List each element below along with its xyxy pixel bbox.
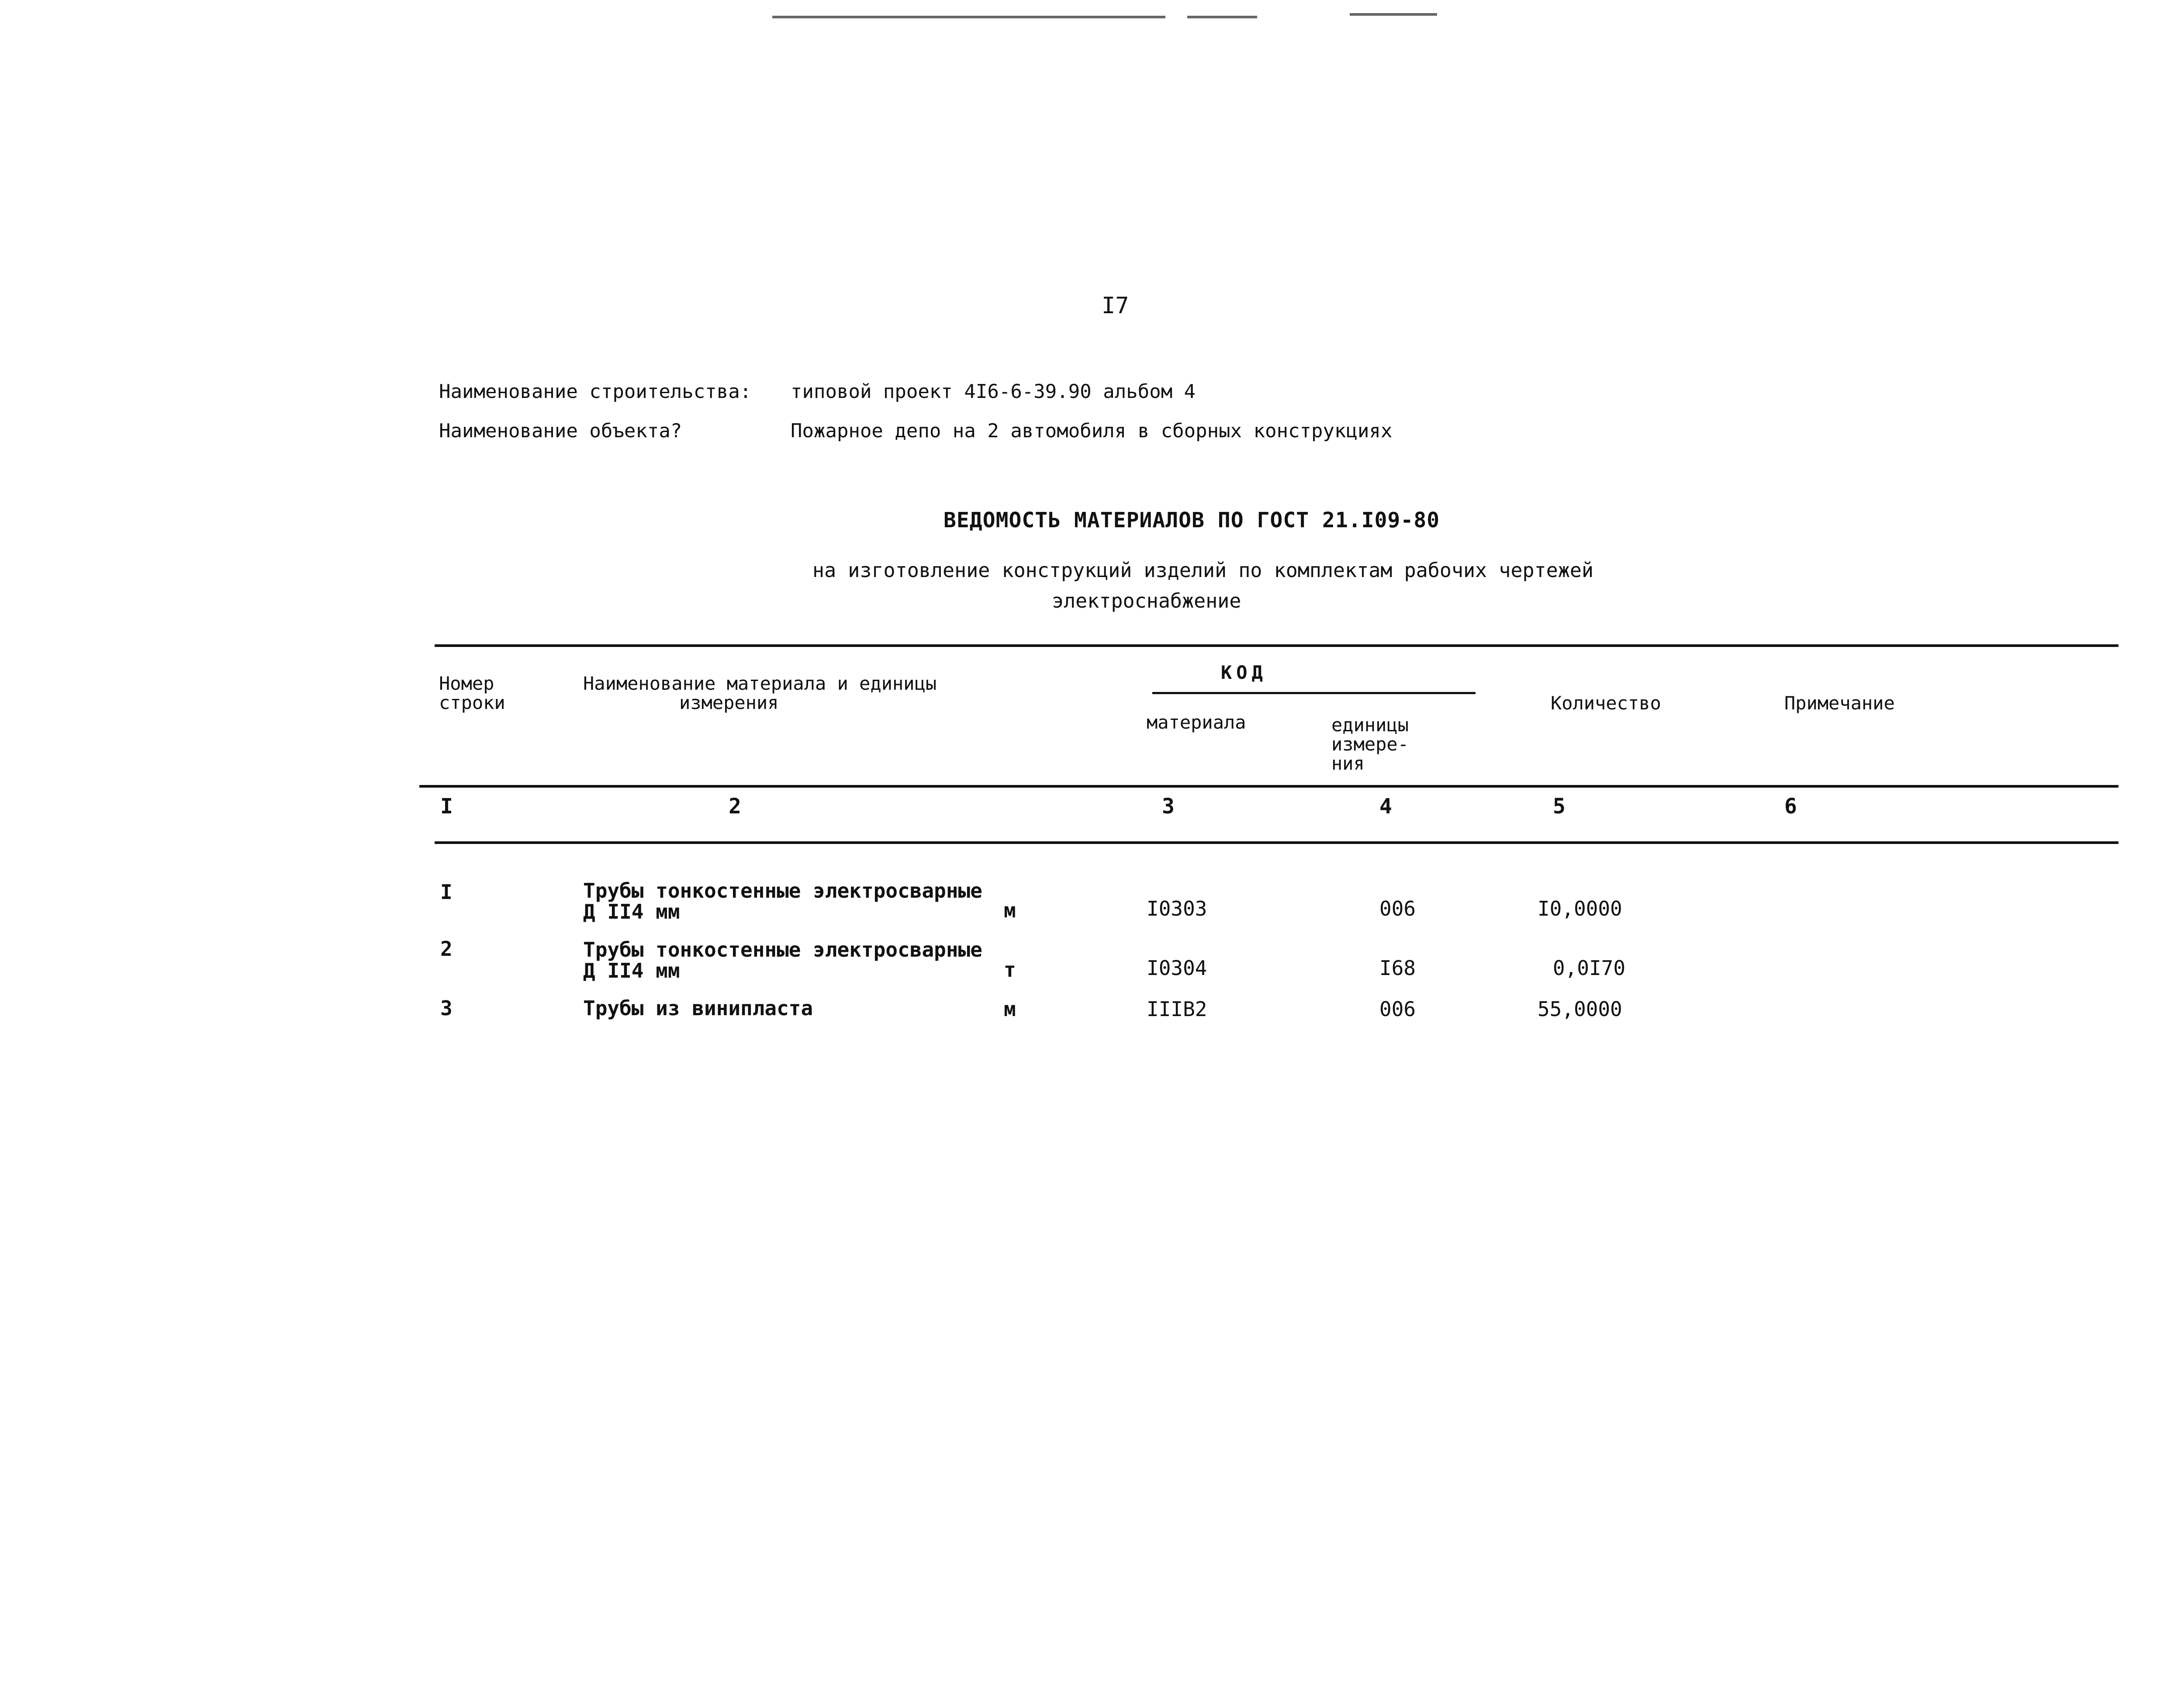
code-group-rule bbox=[1152, 692, 1476, 694]
col-quantity-header: Количество bbox=[1551, 692, 1661, 714]
col-material-code-header: материала bbox=[1147, 712, 1246, 733]
col-number-6: 6 bbox=[1784, 794, 1797, 819]
col-row-number-header-line-1: Номер bbox=[439, 673, 494, 694]
table-row-1-number: I bbox=[440, 880, 453, 904]
col-material-name-header bbox=[583, 674, 976, 712]
table-row-1-unit-code: 006 bbox=[1379, 897, 1416, 920]
col-row-number-header bbox=[439, 674, 526, 712]
table-row-1-name bbox=[583, 880, 985, 923]
table-row-1-name-line-2: Д II4 мм bbox=[583, 900, 680, 924]
table-row-2-unit-code: I68 bbox=[1379, 956, 1416, 980]
table-row-3-quantity: 55,0000 bbox=[1538, 997, 1622, 1021]
col-number-5: 5 bbox=[1553, 794, 1565, 819]
table-row-3-unit-code: 006 bbox=[1379, 997, 1416, 1021]
table-row-1-unit: м bbox=[1004, 899, 1016, 922]
table-row-2-name-line-1: Трубы тонкостенные электросварные bbox=[583, 938, 982, 961]
table-row-1-material-code: I0303 bbox=[1147, 897, 1207, 920]
table-row-2-name bbox=[583, 939, 985, 982]
col-material-name-header-line-1: Наименование материала и единицы bbox=[583, 673, 937, 694]
col-unit-code-header-line-2: измере- bbox=[1331, 733, 1409, 755]
table-row-1-name-line-1: Трубы тонкостенные электросварные bbox=[583, 879, 982, 903]
table-row-2-material-code: I0304 bbox=[1147, 956, 1207, 980]
table-top-rule bbox=[435, 644, 2118, 647]
object-label: Наименование объекта? bbox=[439, 420, 682, 442]
table-row-2-number: 2 bbox=[440, 937, 453, 961]
col-number-4: 4 bbox=[1379, 794, 1392, 819]
col-unit-code-header-line-1: единицы bbox=[1331, 714, 1409, 736]
table-row-2-unit: т bbox=[1004, 958, 1016, 982]
table-row-2-quantity: 0,0I70 bbox=[1553, 956, 1626, 980]
scan-line-artifact bbox=[1350, 13, 1437, 16]
col-number-3: 3 bbox=[1162, 794, 1175, 819]
document-subtitle: на изготовление конструкций изделий по комплектам рабочих чертежей bbox=[812, 559, 1594, 582]
object-value: Пожарное депо на 2 автомобиля в сборных конструкциях bbox=[791, 420, 1393, 442]
scan-line-artifact bbox=[1187, 16, 1257, 18]
col-unit-code-header bbox=[1331, 716, 1427, 773]
header-bottom-rule bbox=[419, 785, 2118, 788]
table-row-3-material-code: IIIB2 bbox=[1147, 997, 1207, 1021]
table-row-2-name-line-2: Д II4 мм bbox=[583, 959, 680, 983]
table-row-3-number: 3 bbox=[440, 996, 453, 1020]
construction-label: Наименование строительства: bbox=[439, 380, 752, 403]
document-section: электроснабжение bbox=[1052, 589, 1241, 612]
col-number-1: I bbox=[440, 794, 453, 819]
column-number-bottom-rule bbox=[435, 841, 2118, 844]
table-row-3-name bbox=[583, 998, 985, 1019]
table-row-3-name-line-1: Трубы из винипласта bbox=[583, 996, 813, 1020]
page-number: I7 bbox=[1102, 293, 1129, 319]
col-number-2: 2 bbox=[729, 794, 741, 819]
col-row-number-header-line-2: строки bbox=[439, 692, 505, 714]
col-code-group-header: КОД bbox=[1221, 662, 1267, 683]
col-material-name-header-line-2: измерения bbox=[679, 692, 779, 714]
col-note-header: Примечание bbox=[1784, 692, 1895, 714]
construction-value: типовой проект 4I6-6-39.90 альбом 4 bbox=[791, 380, 1196, 403]
col-unit-code-header-line-3: ния bbox=[1331, 753, 1365, 775]
table-row-3-unit: м bbox=[1004, 997, 1016, 1021]
table-row-1-quantity: I0,0000 bbox=[1538, 897, 1622, 920]
document-title: ВЕДОМОСТЬ МАТЕРИАЛОВ ПО ГОСТ 21.I09-80 bbox=[943, 508, 1440, 533]
scan-line-artifact bbox=[772, 16, 1165, 18]
